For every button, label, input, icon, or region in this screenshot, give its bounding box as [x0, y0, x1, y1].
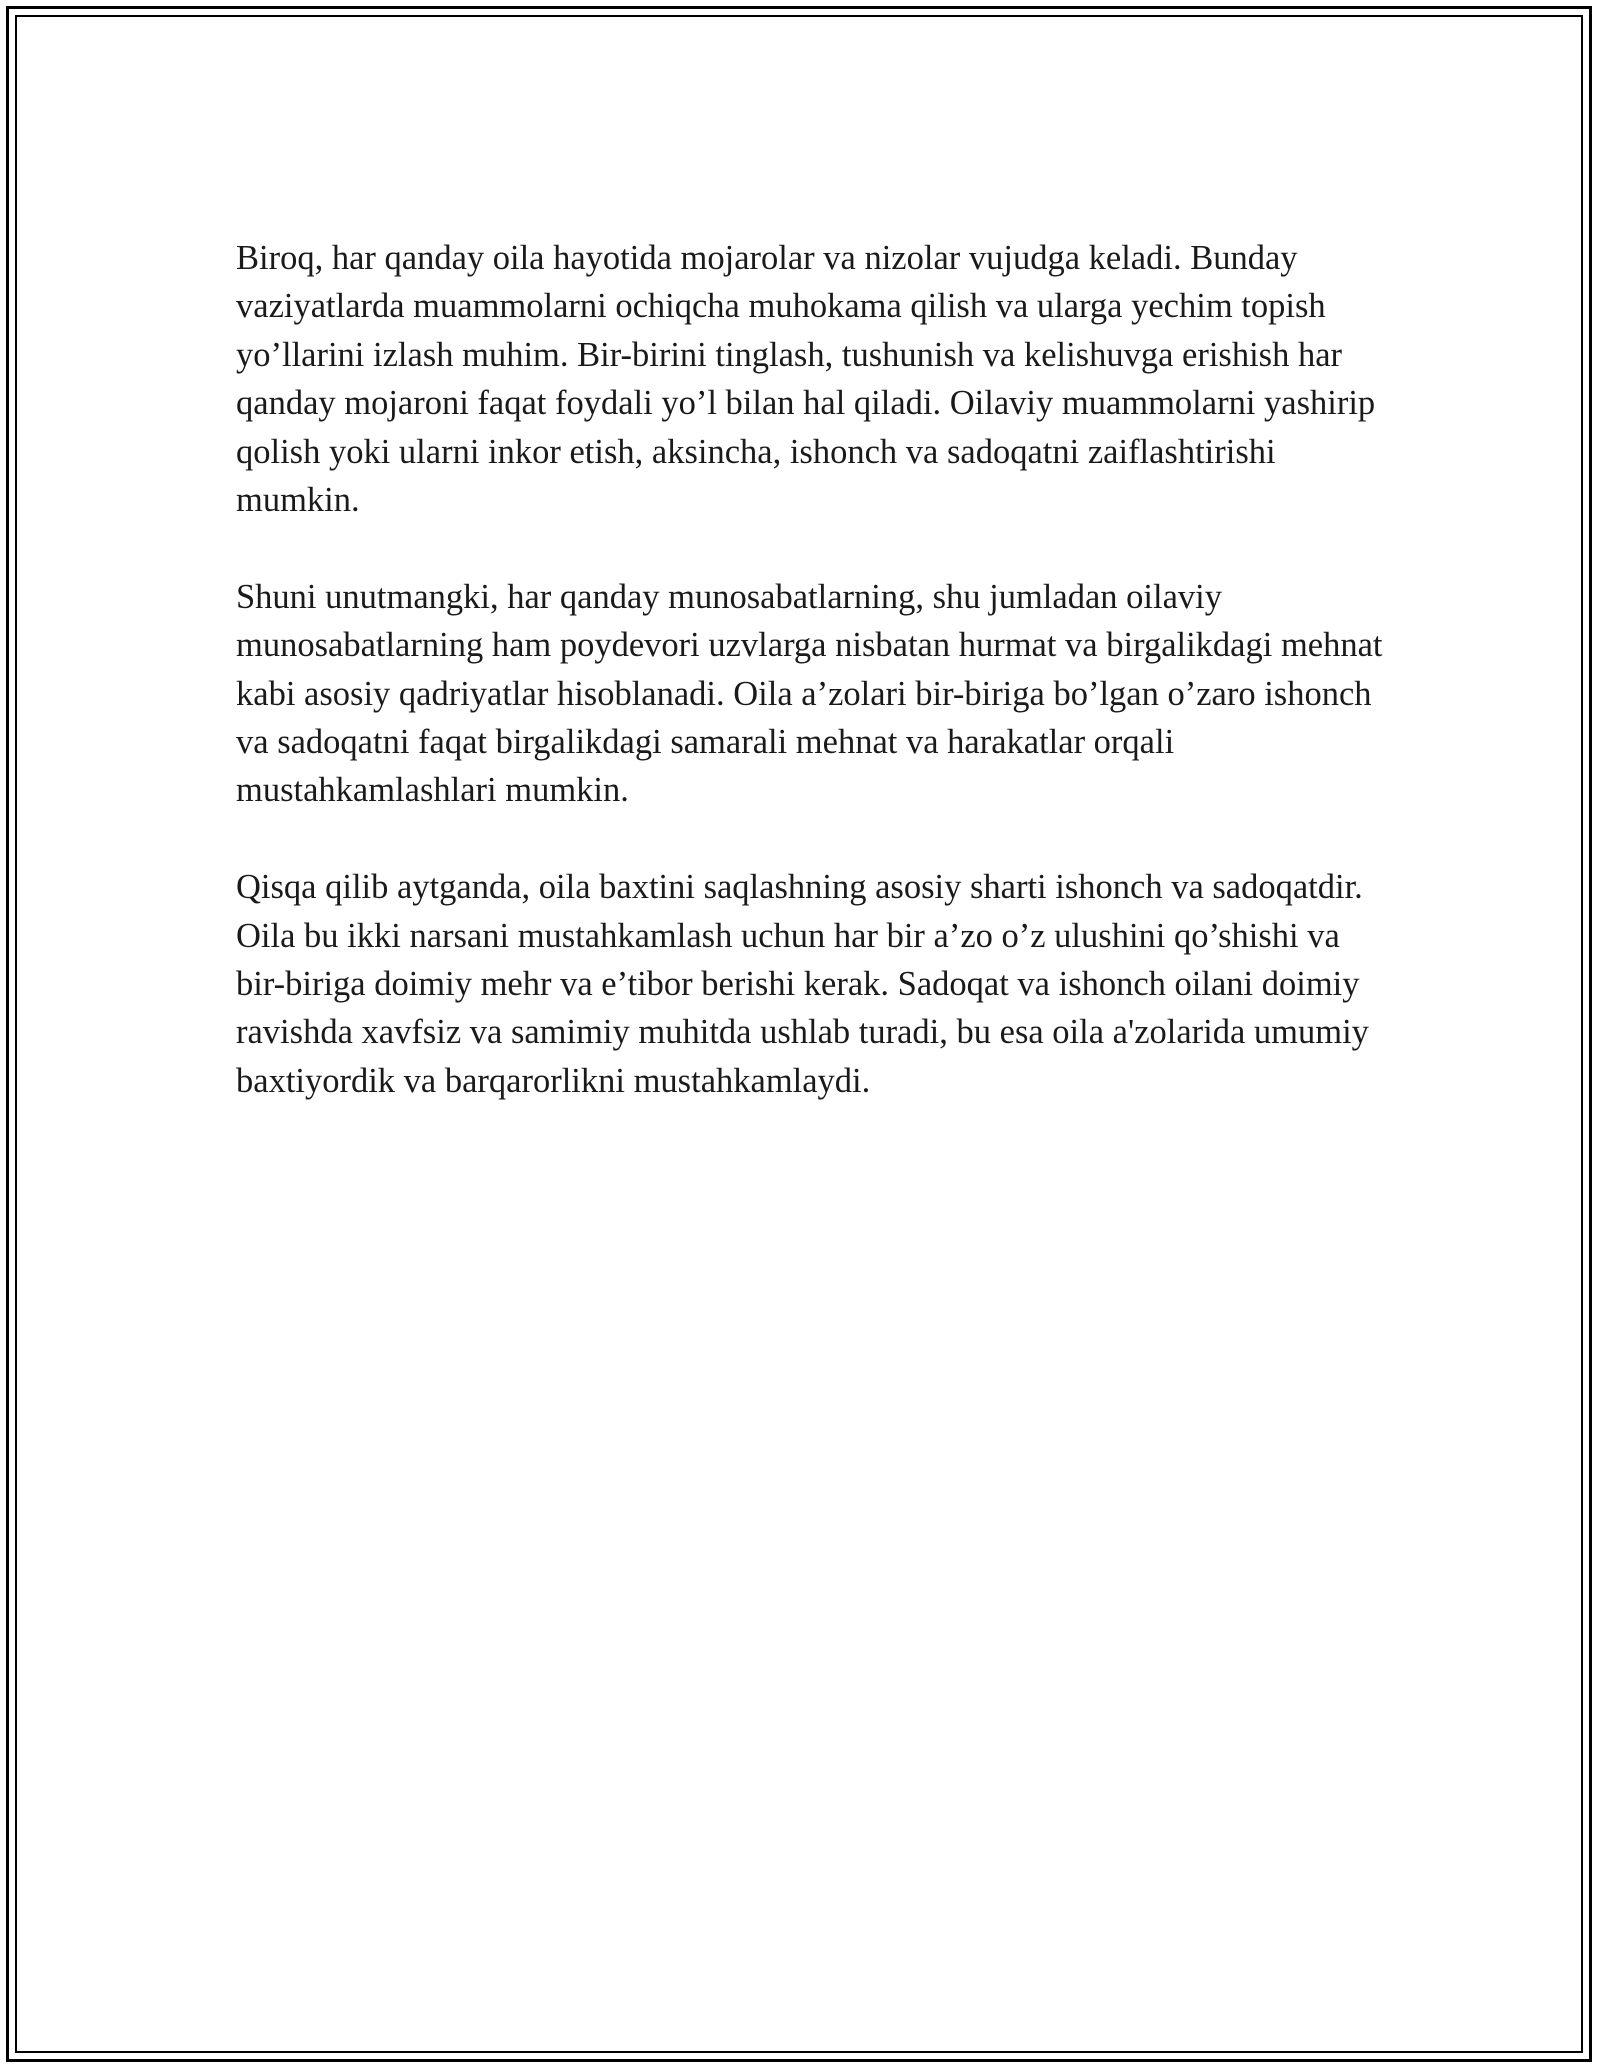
paragraph-2: Shuni unutmangki, har qanday munosabatlarning, shu jumladan oilaviy munosabatlarning ham poydevori uzvlarga nisbatan hurmat va birgalikdagi mehnat kabi asosiy qadriyatlar hisoblanadi. Oila a’zolari bir-biriga bo’lgan o’zaro ishonch va sadoqatni faqat birgalikdagi samarali mehnat va harakatlar orqali mustahkamlashlari mumkin.: [236, 577, 1383, 810]
document-body: [236, 234, 1396, 1154]
paragraph-1: Biroq, har qanday oila hayotida mojarolar va nizolar vujudga keladi. Bunday vaziyatlarda muammolarni ochiqcha muhokama qilish va ularga yechim topish yo’llarini izlash muhim. Bir-birini tinglash, tushunish va kelishuvga erishish har qanday mojaroni faqat foydali yo’l bilan hal qiladi. Oilaviy muammolarni yashirip qolish yoki ularni inkor etish, aksincha, ishonch va sadoqatni zaiflashtirishi mumkin.: [236, 239, 1376, 520]
paragraph-3: Qisqa qilib aytganda, oila baxtini saqlashning asosiy sharti ishonch va sadoqatdir. Oila bu ikki narsani mustahkamlash uchun har bir a’zo o’z ulushini qo’shishi va bir-biriga doimiy mehr va e’tibor berishi kerak. Sadoqat va ishonch oilani doimiy ravishda xavfsiz va samimiy muhitda ushlab turadi, bu esa oila a'zolarida umumiy baxtiyordik va barqarorlikni mustahkamlaydi.: [236, 868, 1369, 1100]
